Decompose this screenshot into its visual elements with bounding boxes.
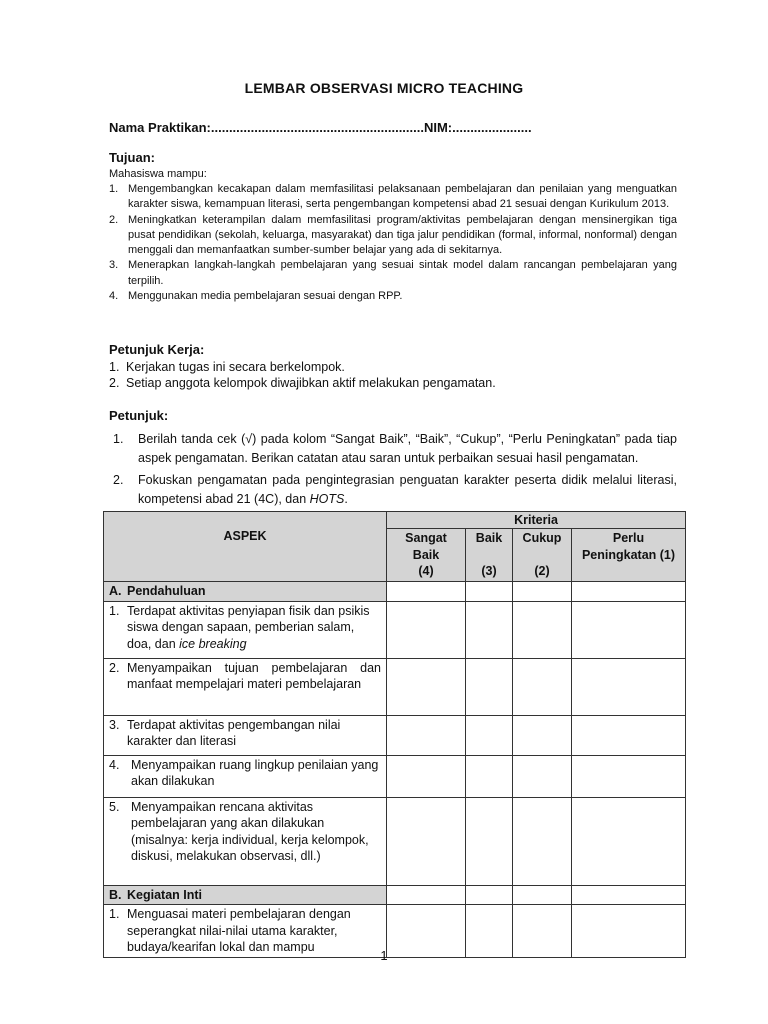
name-nim-line: Nama Praktikan:...........................................................NIM:...................... xyxy=(109,120,532,135)
score-cell[interactable] xyxy=(466,582,513,602)
section-number: A. xyxy=(109,584,122,598)
score-cell[interactable] xyxy=(513,582,572,602)
item-text: Menguasai materi pembelajaran dengan seperangkat nilai-nilai utama karakter, budaya/kearifan lokal dan mampu xyxy=(127,907,351,954)
score-cell[interactable] xyxy=(572,601,686,658)
item-text: Menyampaikan rencana aktivitas pembelajaran yang akan dilakukan (misalnya: kerja individual, kerja kelompok, diskusi, melakukan observasi, dll.) xyxy=(131,799,369,863)
list-number: 2. xyxy=(109,213,119,226)
item-number: 3. xyxy=(109,717,120,732)
header-cukup-score: (2) xyxy=(534,563,550,578)
aspek-cell xyxy=(104,715,387,755)
list-number: 3. xyxy=(109,259,119,272)
item-number: 2. xyxy=(109,660,120,675)
header-sangat-baik xyxy=(387,529,466,582)
header-cukup-label: Cukup xyxy=(522,531,562,545)
list-text-italic: HOTS xyxy=(309,492,345,506)
header-baik xyxy=(466,529,513,582)
score-cell[interactable] xyxy=(387,755,466,797)
header-aspek: ASPEK xyxy=(104,512,387,582)
score-cell[interactable] xyxy=(513,797,572,885)
item-number: 4. xyxy=(109,757,120,772)
score-cell[interactable] xyxy=(513,755,572,797)
item-text: Terdapat aktivitas penyiapan fisik dan psikis siswa dengan sapaan, pemberian salam, doa, dan xyxy=(127,603,370,651)
section-b-cell xyxy=(104,885,387,905)
table-row xyxy=(104,715,686,755)
tujuan-list xyxy=(109,182,677,304)
list-item xyxy=(109,375,496,391)
header-baik-score: (3) xyxy=(481,563,497,578)
table-row xyxy=(104,658,686,715)
section-number: B. xyxy=(109,887,122,902)
table-row xyxy=(104,601,686,658)
table-row xyxy=(104,797,686,885)
score-cell[interactable] xyxy=(387,601,466,658)
header-sangat-baik-label: Sangat Baik xyxy=(405,531,447,562)
score-cell[interactable] xyxy=(466,797,513,885)
score-cell[interactable] xyxy=(466,658,513,715)
tujuan-heading: Tujuan: xyxy=(109,150,155,165)
list-number: 1. xyxy=(113,432,124,446)
list-text-end: . xyxy=(344,492,348,506)
header-cukup xyxy=(513,529,572,582)
aspek-cell xyxy=(104,658,387,715)
score-cell[interactable] xyxy=(513,601,572,658)
score-cell[interactable] xyxy=(572,885,686,905)
aspek-cell xyxy=(104,601,387,658)
header-kriteria: Kriteria xyxy=(387,512,686,529)
list-number: 2. xyxy=(109,376,120,390)
list-item xyxy=(109,359,496,375)
score-cell[interactable] xyxy=(572,797,686,885)
section-row xyxy=(104,582,686,602)
list-item xyxy=(113,430,677,468)
item-number: 1. xyxy=(109,907,120,921)
score-cell[interactable] xyxy=(466,885,513,905)
table-row xyxy=(104,755,686,797)
score-cell[interactable] xyxy=(466,601,513,658)
tujuan-intro: Mahasiswa mampu: xyxy=(109,168,207,180)
observation-table xyxy=(103,511,686,958)
list-text: Menggunakan media pembelajaran sesuai dengan RPP. xyxy=(128,290,403,303)
petunjuk-kerja-list xyxy=(109,359,496,391)
score-cell[interactable] xyxy=(513,885,572,905)
score-cell[interactable] xyxy=(387,715,466,755)
score-cell[interactable] xyxy=(466,715,513,755)
list-number: 1. xyxy=(109,360,120,374)
section-a-cell xyxy=(104,582,387,602)
score-cell[interactable] xyxy=(513,658,572,715)
list-text: Fokuskan pengamatan pada pengintegrasian penguatan karakter peserta didik melalui literasi, kompetensi abad 21 (4C), dan xyxy=(138,473,677,506)
list-text: Menerapkan langkah-langkah pembelajaran yang sesuai sintak model dalam rancangan pembelajaran yang terpilih. xyxy=(128,259,677,287)
petunjuk-kerja-heading: Petunjuk Kerja: xyxy=(109,342,205,357)
score-cell[interactable] xyxy=(572,755,686,797)
list-number: 1. xyxy=(109,183,119,195)
petunjuk-list xyxy=(113,430,677,512)
item-text: Menyampaikan ruang lingkup penilaian yang akan dilakukan xyxy=(131,757,379,788)
score-cell[interactable] xyxy=(387,658,466,715)
score-cell[interactable] xyxy=(572,715,686,755)
aspek-cell xyxy=(104,755,387,797)
list-text: Mengembangkan kecakapan dalam memfasilitasi pelaksanaan pembelajaran dan penilaian yang menguatkan karakter siswa, kemampuan literasi, serta pengembangan kompetensi abad 21 sesuai dengan Kurikulum 2013. xyxy=(128,183,677,211)
item-text: Terdapat aktivitas pengembangan nilai karakter dan literasi xyxy=(127,717,341,748)
item-text-italic: ice breaking xyxy=(179,636,247,651)
list-item xyxy=(113,471,677,509)
aspek-cell xyxy=(104,797,387,885)
section-row xyxy=(104,885,686,905)
list-number: 2. xyxy=(113,473,124,487)
list-text: Berilah tanda cek (√) pada kolom “Sangat Baik”, “Baik”, “Cukup”, “Perlu Peningkatan” pada tiap aspek pengamatan. Berikan catatan atau saran untuk perbaikan sesuai hasil pengamatan. xyxy=(138,432,677,465)
list-item xyxy=(109,213,677,259)
score-cell[interactable] xyxy=(572,582,686,602)
score-cell[interactable] xyxy=(572,658,686,715)
header-sangat-baik-score: (4) xyxy=(418,564,434,578)
score-cell[interactable] xyxy=(466,755,513,797)
section-label: Pendahuluan xyxy=(127,584,206,598)
header-baik-label: Baik xyxy=(475,531,503,545)
list-item xyxy=(109,258,677,289)
item-text: Menyampaikan tujuan pembelajaran dan manfaat mempelajari materi pembelajaran xyxy=(127,660,381,691)
page-number: 1 xyxy=(380,948,388,963)
page-title: LEMBAR OBSERVASI MICRO TEACHING xyxy=(244,80,524,96)
list-text: Meningkatkan keterampilan dalam memfasilitasi program/aktivitas pembelajaran dengan mensinergikan tiga pusat pendidikan (sekolah, keluarga, masyarakat) dan tiga jalur pendidikan (formal, informal, nonformal) dengan menggali dan memanfaatkan sumber-sumber belajar yang ada di sekitarnya. xyxy=(128,213,677,257)
petunjuk-heading: Petunjuk: xyxy=(109,408,169,423)
header-perlu-peningkatan: Perlu Peningkatan (1) xyxy=(572,529,686,582)
section-label: Kegiatan Inti xyxy=(127,887,203,902)
score-cell[interactable] xyxy=(387,797,466,885)
item-number: 5. xyxy=(109,799,120,814)
score-cell[interactable] xyxy=(387,885,466,905)
score-cell[interactable] xyxy=(513,715,572,755)
item-number: 1. xyxy=(109,603,120,618)
list-text: Kerjakan tugas ini secara berkelompok. xyxy=(126,360,345,374)
table-header-row xyxy=(104,512,686,529)
list-item xyxy=(109,182,677,213)
list-number: 4. xyxy=(109,290,119,303)
list-item xyxy=(109,289,677,304)
list-text: Setiap anggota kelompok diwajibkan aktif melakukan pengamatan. xyxy=(126,376,496,390)
score-cell[interactable] xyxy=(387,582,466,602)
